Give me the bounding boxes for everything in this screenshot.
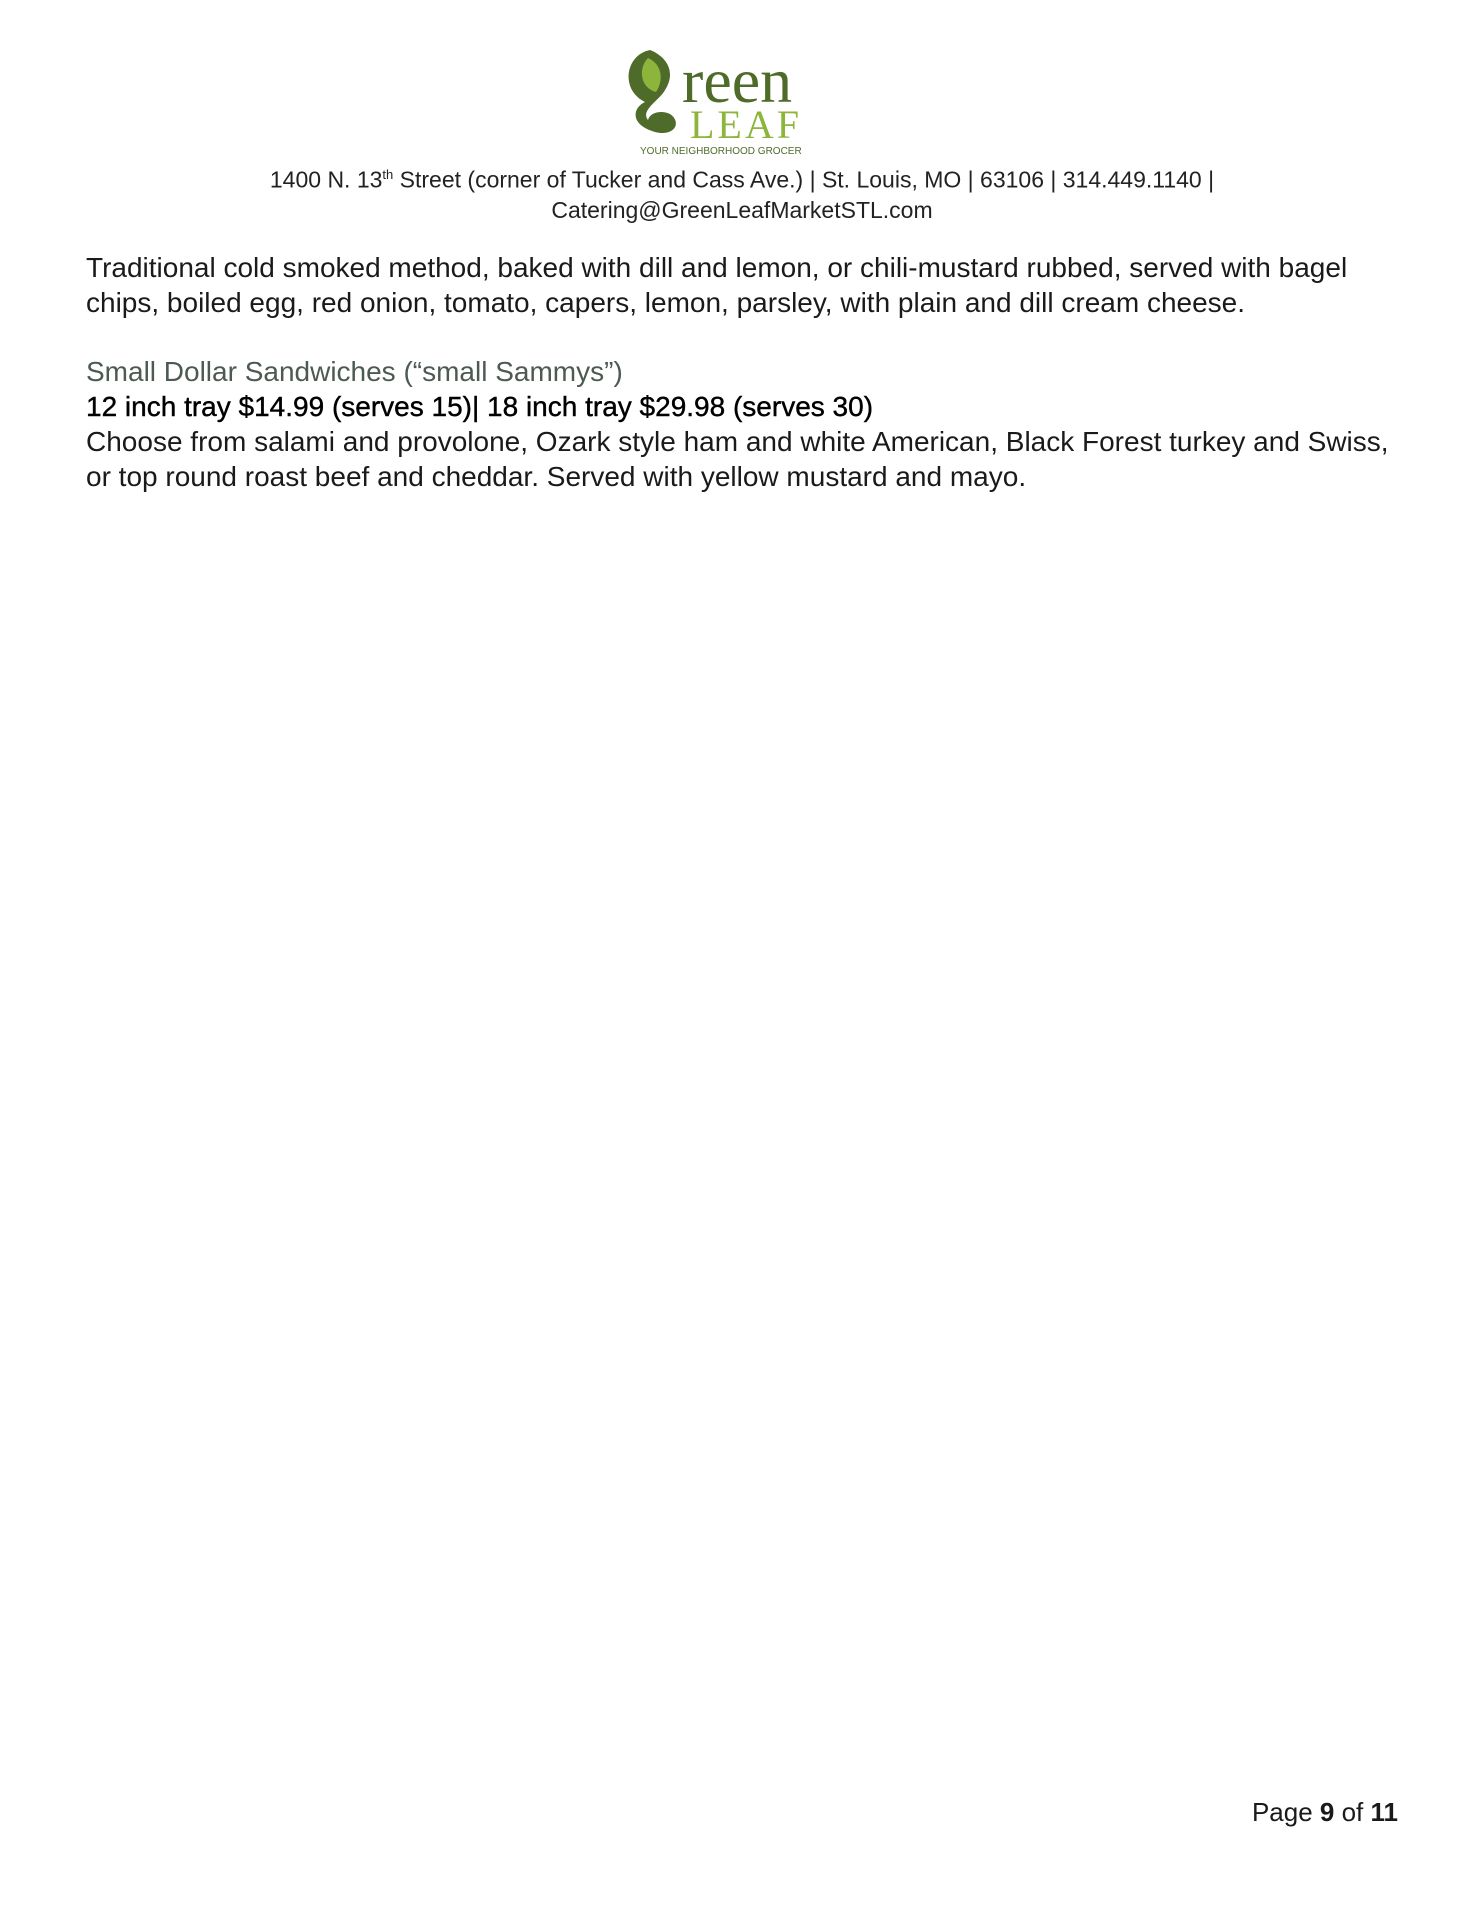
page-of: of	[1334, 1797, 1371, 1827]
section-title: Small Dollar Sandwiches (“small Sammys”)	[86, 356, 623, 387]
logo-tagline: YOUR NEIGHBORHOOD GROCER	[640, 146, 802, 157]
leaf-logo-graphic	[620, 40, 860, 160]
menu-content	[86, 250, 1406, 494]
section-description: Choose from salami and provolone, Ozark style ham and white American, Black Forest turkey and Swiss, or top round roast beef and cheddar. Served with yellow mustard and mayo.	[86, 426, 1389, 492]
store-address	[0, 160, 1484, 225]
green-leaf-logo	[620, 40, 860, 160]
page-current: 9	[1319, 1797, 1335, 1827]
address-line	[0, 160, 1484, 195]
address-ordinal: th	[382, 167, 394, 182]
logo-word-green: reen	[682, 45, 793, 116]
page-total: 11	[1370, 1797, 1398, 1827]
address-rest: Street (corner of Tucker and Cass Ave.) | St. Louis, MO | 63106 | 314.449.1140 |	[393, 166, 1215, 193]
logo-word-leaf: LEAF	[690, 102, 802, 147]
address-street-number: 1400 N. 13	[269, 166, 383, 193]
page-label: Page	[1251, 1797, 1320, 1827]
catering-email: Catering@GreenLeafMarketSTL.com	[551, 196, 933, 223]
price-line: 12 inch tray $14.99 (serves 15)| 18 inch tray $29.98 (serves 30)	[86, 391, 874, 422]
page-number	[1252, 1796, 1398, 1828]
intro-paragraph: Traditional cold smoked method, baked with dill and lemon, or chili-mustard rubbed, served with bagel chips, boiled egg, red onion, tomato, capers, lemon, parsley, with plain and dill cream cheese.	[86, 252, 1348, 318]
